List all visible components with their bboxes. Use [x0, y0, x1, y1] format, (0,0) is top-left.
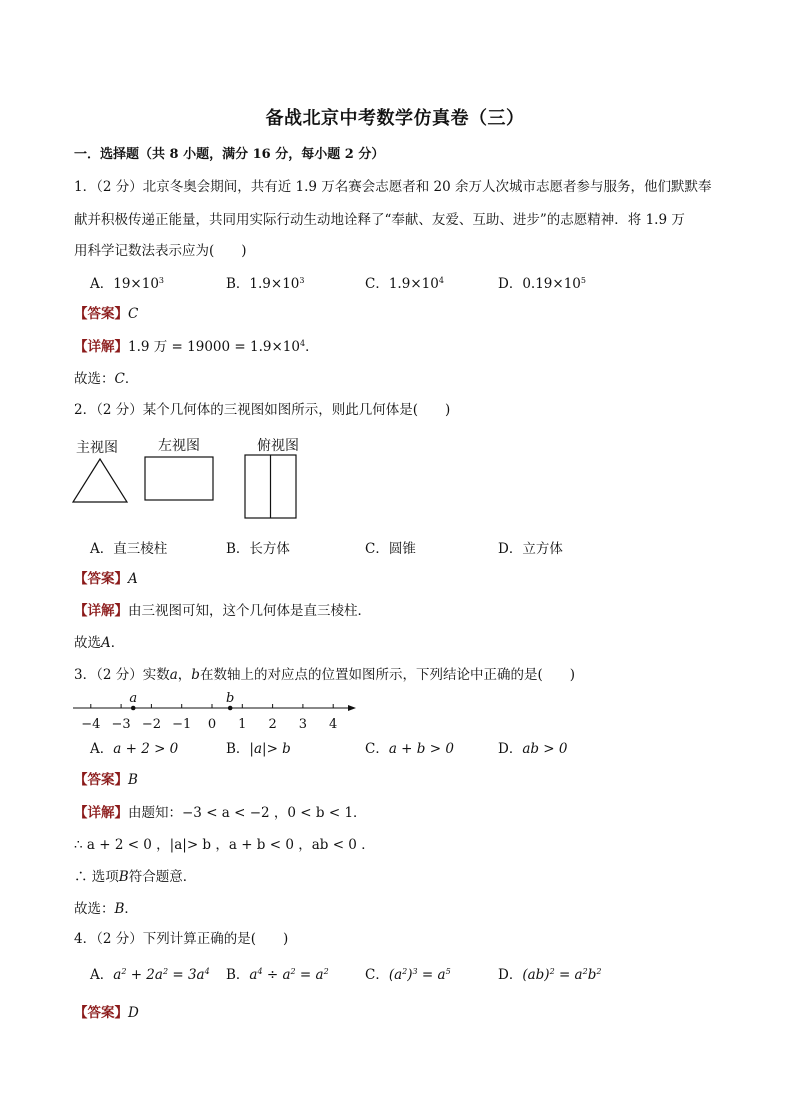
q3-answer: 【答案】B	[74, 772, 138, 788]
number-line-tick-label: 4	[329, 717, 338, 732]
q2-option-b: B．长方体	[226, 541, 290, 557]
q3-detail-3: ∴ 选项B符合题意．	[74, 869, 197, 885]
q1-detail: 【详解】1.9 万 = $19000 = 1.9\times 10^4$．	[74, 339, 319, 355]
q1-option-c: C．$1.9\times 10^4$	[365, 276, 444, 292]
q3-option-a: A．a + 2 > 0	[90, 741, 179, 757]
point-a-dot	[131, 706, 136, 711]
section-heading: 一．选择题（共 8 小题，满分 16 分，每小题 2 分）	[74, 147, 385, 162]
q4-stem: 4．（2 分）下列计算正确的是( )	[74, 931, 289, 947]
q3-detail-1: 【详解】由题知：−3 < a < −2 ，0 < b < 1．	[74, 805, 367, 821]
point-b-label: b	[226, 691, 235, 706]
q2-option-d: D．立方体	[498, 541, 563, 557]
q1-stem-line-1: 1．（2 分）北京冬奥会期间，共有近 1.9 万名赛会志愿者和 20 余万人次城市志愿者参与服务，他们默默奉	[74, 179, 712, 195]
number-line-tick-label: 0	[207, 717, 217, 732]
point-a-label: a	[129, 691, 138, 706]
q1-answer: 【答案】C	[74, 306, 139, 322]
q3-conclusion: 故选：B．	[74, 901, 138, 917]
q3-stem: 3．（2 分）实数a，b在数轴上的对应点的位置如图所示，下列结论中正确的是( )	[74, 667, 575, 683]
q4-option-d: D．$(ab)^2 = a^2b^2$	[498, 967, 602, 983]
top-view-label: 俯视图	[257, 438, 299, 454]
q1-stem-line-2: 献并积极传递正能量，共同用实际行动生动地诠释了“奉献、友爱、互助、进步”的志愿精神．将 1.9 万	[74, 212, 685, 228]
number-line-tick-label: 1	[238, 717, 247, 732]
q3-option-b: B．|a|> b	[226, 741, 291, 757]
q2-option-c: C．圆锥	[365, 541, 416, 557]
q4-option-c: C．$(a^2)^3 = a^5$	[365, 967, 451, 983]
q1-option-b: B．$1.9\times 10^3$	[226, 276, 305, 292]
detail-tag: 【详解】	[74, 339, 128, 355]
q1-option-a: A．$19\times 10^3$	[90, 276, 165, 292]
page-title: 备战北京中考数学仿真卷（三）	[265, 108, 525, 129]
front-view-label: 主视图	[76, 440, 118, 456]
q4-answer: 【答案】D	[74, 1005, 139, 1021]
q2-detail: 【详解】由三视图可知，这个几何体是直三棱柱．	[74, 603, 371, 619]
q2-stem: 2．（2 分）某个几何体的三视图如图所示，则此几何体是( )	[74, 402, 451, 418]
q1-stem-line-3: 用科学记数法表示应为( )	[74, 243, 247, 259]
q3-detail-2: ∴ a + 2 < 0 ，|a|> b ，a + b < 0 ，ab < 0 ．	[74, 837, 375, 853]
answer-tag: 【答案】	[74, 306, 128, 322]
point-b-dot	[228, 706, 233, 711]
q2-conclusion: 故选A．	[74, 635, 125, 651]
number-line-tick-label: −1	[172, 717, 192, 732]
q2-answer: 【答案】A	[74, 571, 138, 587]
q3-option-d: D．ab > 0	[498, 741, 568, 757]
q1-conclusion: 故选：C．	[74, 371, 139, 387]
number-line-tick-label: 3	[298, 717, 308, 732]
number-line-arrow	[348, 705, 356, 711]
number-line-tick-label: −4	[81, 717, 101, 732]
q3-option-c: C．a + b > 0	[365, 741, 454, 757]
q4-option-b: B．$a^4 \div a^2 = a^2$	[226, 967, 329, 983]
q4-option-a: A．$a^2 + 2a^2 = 3a^4$	[90, 967, 210, 983]
number-line-tick-label: 2	[268, 717, 277, 732]
number-line-tick-label: −3	[111, 717, 131, 732]
q2-option-a: A．直三棱柱	[90, 541, 168, 557]
number-line-tick-label: −2	[141, 717, 161, 732]
q1-option-d: D．$0.19\times 10^5$	[498, 276, 586, 292]
side-view-label: 左视图	[158, 438, 200, 454]
